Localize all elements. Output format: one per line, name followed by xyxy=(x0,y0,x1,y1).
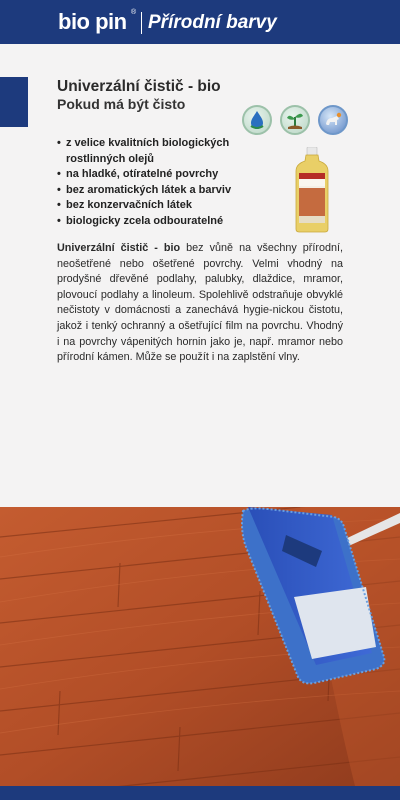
registered-mark: ® xyxy=(131,9,137,16)
description-body: bez vůně na všechny přírodní, neošetřené nebo ošetřené povrchy. Velmi vhodný na prodyšné dřevěné podlahy, palubky, dlaždice, mramor, plovoucí podlahy a linoleum. Spolehlivě odstraňuje obvyklé nečistoty v domácnosti a zanechává hygie-nickou čistotu, jakož i tenký ochranný a ošetřující film na povrchu. Vhodný i na povrchy vápenitých hornin jako je, např. mramor nebo přírodní kámen. Může se použít i na zaplstění vlny. xyxy=(57,242,343,364)
footer-bar xyxy=(0,786,400,800)
floor-mop-photo xyxy=(0,507,400,786)
list-item: • bez aromatických látek a barviv xyxy=(57,183,272,199)
logo-separator xyxy=(141,12,142,34)
plant-icon xyxy=(280,105,310,135)
header-subtitle: Přírodní barvy xyxy=(148,12,277,33)
water-drop-icon xyxy=(242,105,272,135)
list-item: • na hladké, otíratelné povrchy xyxy=(57,167,272,183)
product-title: Univerzální čistič - bio xyxy=(57,78,221,95)
description-lead: Univerzální čistič - bio xyxy=(57,242,181,254)
list-item: • biologicky zcela odbouratelné xyxy=(57,214,272,230)
list-item: • bez konzervačních látek xyxy=(57,198,272,214)
animal-icon xyxy=(318,105,348,135)
product-description xyxy=(57,241,343,366)
feature-list xyxy=(57,136,272,229)
product-subtitle: Pokud má být čisto xyxy=(57,96,186,112)
header-bar xyxy=(0,0,400,44)
product-bottle-image xyxy=(290,147,334,233)
list-item: • z velice kvalitních biologických rostlinných olejů xyxy=(57,136,272,167)
side-accent-tab xyxy=(0,77,28,127)
brand-logo: bio pin xyxy=(58,9,127,34)
